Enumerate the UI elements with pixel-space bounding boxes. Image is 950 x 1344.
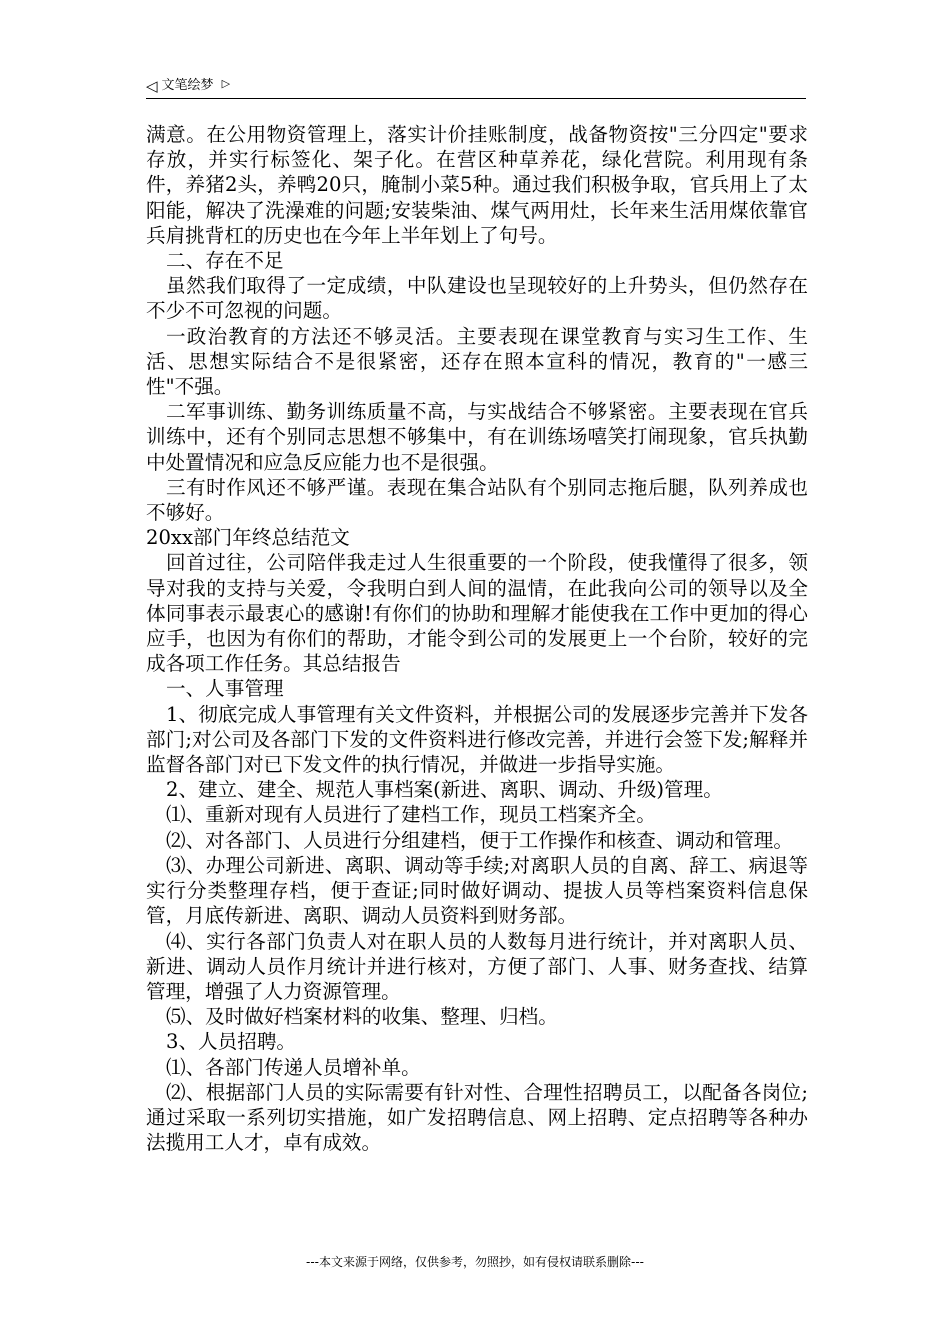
page-header — [146, 74, 806, 99]
paragraph: 一政治教育的方法还不够灵活。主要表现在课堂教育与实习生工作、生活、思想实际结合不是很紧密，还存在照本宣科的情况，教育的"一感三性"不强。 — [146, 324, 808, 399]
list-item: ⑴、各部门传递人员增补单。 — [166, 1055, 421, 1079]
paragraph: 回首过往，公司陪伴我走过人生很重要的一个阶段，使我懂得了很多，领导对我的支持与关爱，令我明白到人间的温情，在此我向公司的领导以及全体同事表示最衷心的感谢!有你们的协助和理解才能使我在工作中更加的得心应手，也因为有你们的帮助，才能令到公司的发展更上一个台阶，较好的完成各项工作任务。其总结报告 — [146, 551, 808, 676]
paragraph: 三有时作风还不够严谨。表现在集合站队有个别同志拖后腿，队列养成也不够好。 — [146, 475, 808, 525]
list-item: ⑵、对各部门、人员进行分组建档，便于工作操作和核查、调动和管理。 — [166, 828, 793, 852]
list-item: ⑴、重新对现有人员进行了建档工作，现员工档案齐全。 — [166, 803, 656, 827]
section-heading: 一、人事管理 — [166, 677, 284, 701]
triangle-left-icon: ◁ — [146, 77, 158, 95]
page-footer: ---本文来源于网络，仅供参考，勿照抄，如有侵权请联系删除--- — [306, 1255, 644, 1269]
paragraph: 二军事训练、勤务训练质量不高，与实战结合不够紧密。主要表现在官兵训练中，还有个别同志思想不够集中，有在训练场嘻笑打闹现象，官兵执勤中处置情况和应急反应能力也不是很强。 — [146, 400, 808, 474]
paragraph: 满意。在公用物资管理上，落实计价挂账制度，战备物资按"三分四定"要求存放，并实行标签化、架子化。在营区种草养花，绿化营院。利用现有条件，养猪2头，养鸭20只，腌制小菜5种。通过我们积极争取，官兵用上了太阳能，解决了洗澡难的问题;安装柴油、煤气两用灶，长年来生活用煤依靠官兵肩挑背杠的历史也在今年上半年划上了句号。 — [146, 123, 808, 247]
document-body — [146, 122, 808, 1155]
paragraph: 虽然我们取得了一定成绩，中队建设也呈现较好的上升势头，但仍然存在不少不可忽视的问题。 — [146, 274, 808, 323]
header-title: 文笔绘梦 — [161, 78, 214, 93]
list-item: ⑵、根据部门人员的实际需要有针对性、合理性招聘员工，以配备各岗位;通过采取一系列切实措施，如广发招聘信息、网上招聘、定点招聘等各种办法揽用工人才，卓有成效。 — [146, 1080, 808, 1155]
paragraph: 1、彻底完成人事管理有关文件资料，并根据公司的发展逐步完善并下发各部门;对公司及各部门下发的文件资料进行修改完善，并进行会签下发;解释并监督各部门对已下发文件的执行情况，并做进一步指导实施。 — [146, 702, 808, 777]
list-item: ⑶、办理公司新进、离职、调动等手续;对离职人员的自离、辞工、病退等实行分类整理存档，便于查证;同时做好调动、提拔人员等档案资料信息保管，月底传新进、离职、调动人员资料到财务部。 — [146, 853, 808, 928]
triangle-right-icon: ▷ — [221, 77, 231, 90]
document-title: 20xx部门年终总结范文 — [146, 526, 350, 550]
paragraph: 2、建立、建全、规范人事档案(新进、离职、调动、升级)管理。 — [166, 778, 723, 802]
list-item: ⑸、及时做好档案材料的收集、整理、归档。 — [166, 1005, 558, 1029]
section-heading: 二、存在不足 — [166, 249, 284, 273]
paragraph: 3、人员招聘。 — [166, 1030, 297, 1054]
list-item: ⑷、实行各部门负责人对在职人员的人数每月进行统计，并对离职人员、新进、调动人员作月统计并进行核对，方便了部门、人事、财务查找、结算管理，增强了人力资源管理。 — [146, 929, 808, 1003]
